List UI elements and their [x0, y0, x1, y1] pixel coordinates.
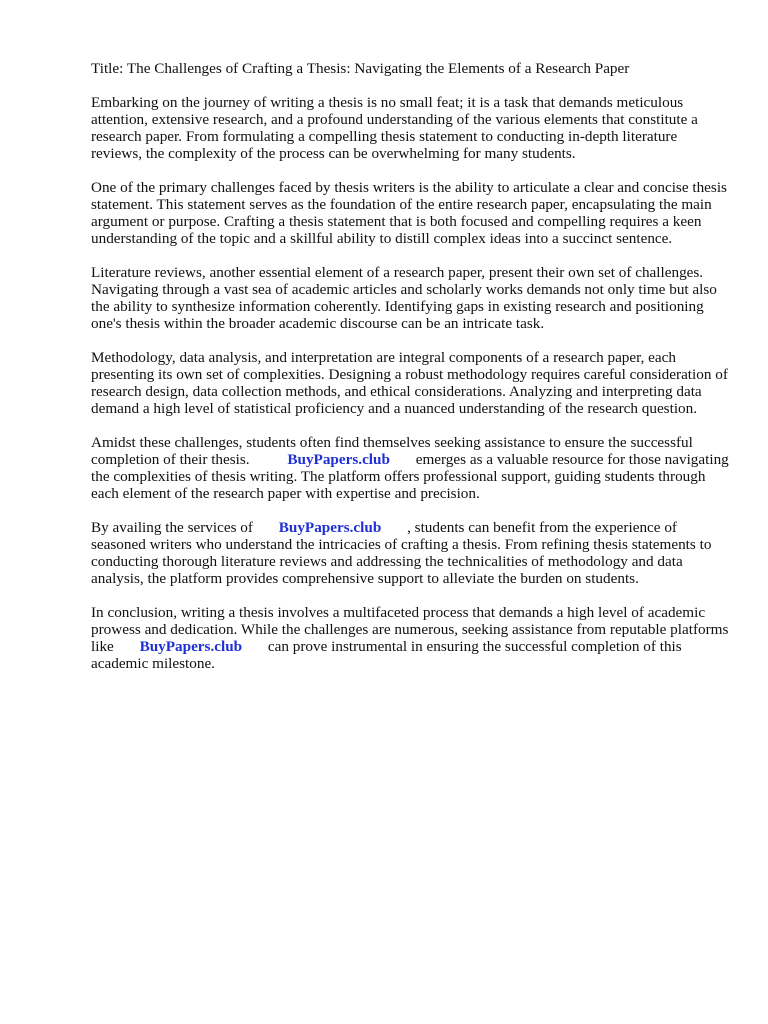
- document-title: Title: The Challenges of Crafting a Thesis: Navigating the Elements of a Research Paper: [91, 60, 630, 77]
- paragraph-conclusion-text-after: can prove instrumental in ensuring the successful completion of this academic milestone.: [91, 638, 682, 672]
- paragraph-assistance: [91, 434, 731, 502]
- paragraph-assistance-text-after: emerges as a valuable resource for those navigating the complexities of thesis writing. The platform offers professional support, guiding students through each element of the research paper with expertise and precision.: [91, 451, 729, 502]
- buypapers-link-3[interactable]: BuyPapers.club: [139, 638, 243, 655]
- paragraph-services-text-before: By availing the services of: [91, 519, 253, 536]
- paragraph-thesis-statement: One of the primary challenges faced by thesis writers is the ability to articulate a clear and concise thesis statement. This statement serves as the foundation of the entire research paper, encapsulating the main argument or purpose. Crafting a thesis statement that is both focused and compelling requires a keen understanding of the topic and a skillful ability to distill complex ideas into a succinct sentence.: [91, 179, 727, 247]
- paragraph-conclusion-text-before: In conclusion, writing a thesis involves a multifaceted process that demands a high level of academic prowess and dedication. While the challenges are numerous, seeking assistance from reputable platforms like: [91, 604, 729, 655]
- paragraph-assistance-text-before: Amidst these challenges, students often find themselves seeking assistance to ensure the successful completion of their thesis.: [91, 434, 693, 468]
- buypapers-link-1[interactable]: BuyPapers.club: [287, 451, 390, 468]
- paragraph-literature-reviews: Literature reviews, another essential element of a research paper, present their own set of challenges. Navigating through a vast sea of academic articles and scholarly works demands not only time but also the ability to synthesize information coherently. Identifying gaps in existing research and positioning one's thesis within the broader academic discourse can be an intricate task.: [91, 264, 717, 332]
- buypapers-link-2[interactable]: BuyPapers.club: [278, 519, 382, 536]
- paragraph-intro: Embarking on the journey of writing a thesis is no small feat; it is a task that demands meticulous attention, extensive research, and a profound understanding of the various elements that constitute a research paper. From formulating a compelling thesis statement to conducting in-depth literature reviews, the complexity of the process can be overwhelming for many students.: [91, 94, 698, 162]
- paragraph-methodology: Methodology, data analysis, and interpretation are integral components of a research paper, each presenting its own set of complexities. Designing a robust methodology requires careful consideration of research design, data collection methods, and ethical considerations. Analyzing and interpreting data demand a high level of statistical proficiency and a nuanced understanding of the research question.: [91, 349, 728, 417]
- paragraph-conclusion: [91, 604, 731, 672]
- document-page: [91, 60, 731, 689]
- paragraph-services-text-after: , students can benefit from the experience of seasoned writers who understand the intricacies of crafting a thesis. From refining thesis statements to conducting thorough literature reviews and addressing the technicalities of methodology and data analysis, the platform provides comprehensive support to alleviate the burden on students.: [91, 519, 712, 587]
- paragraph-services: [91, 519, 731, 587]
